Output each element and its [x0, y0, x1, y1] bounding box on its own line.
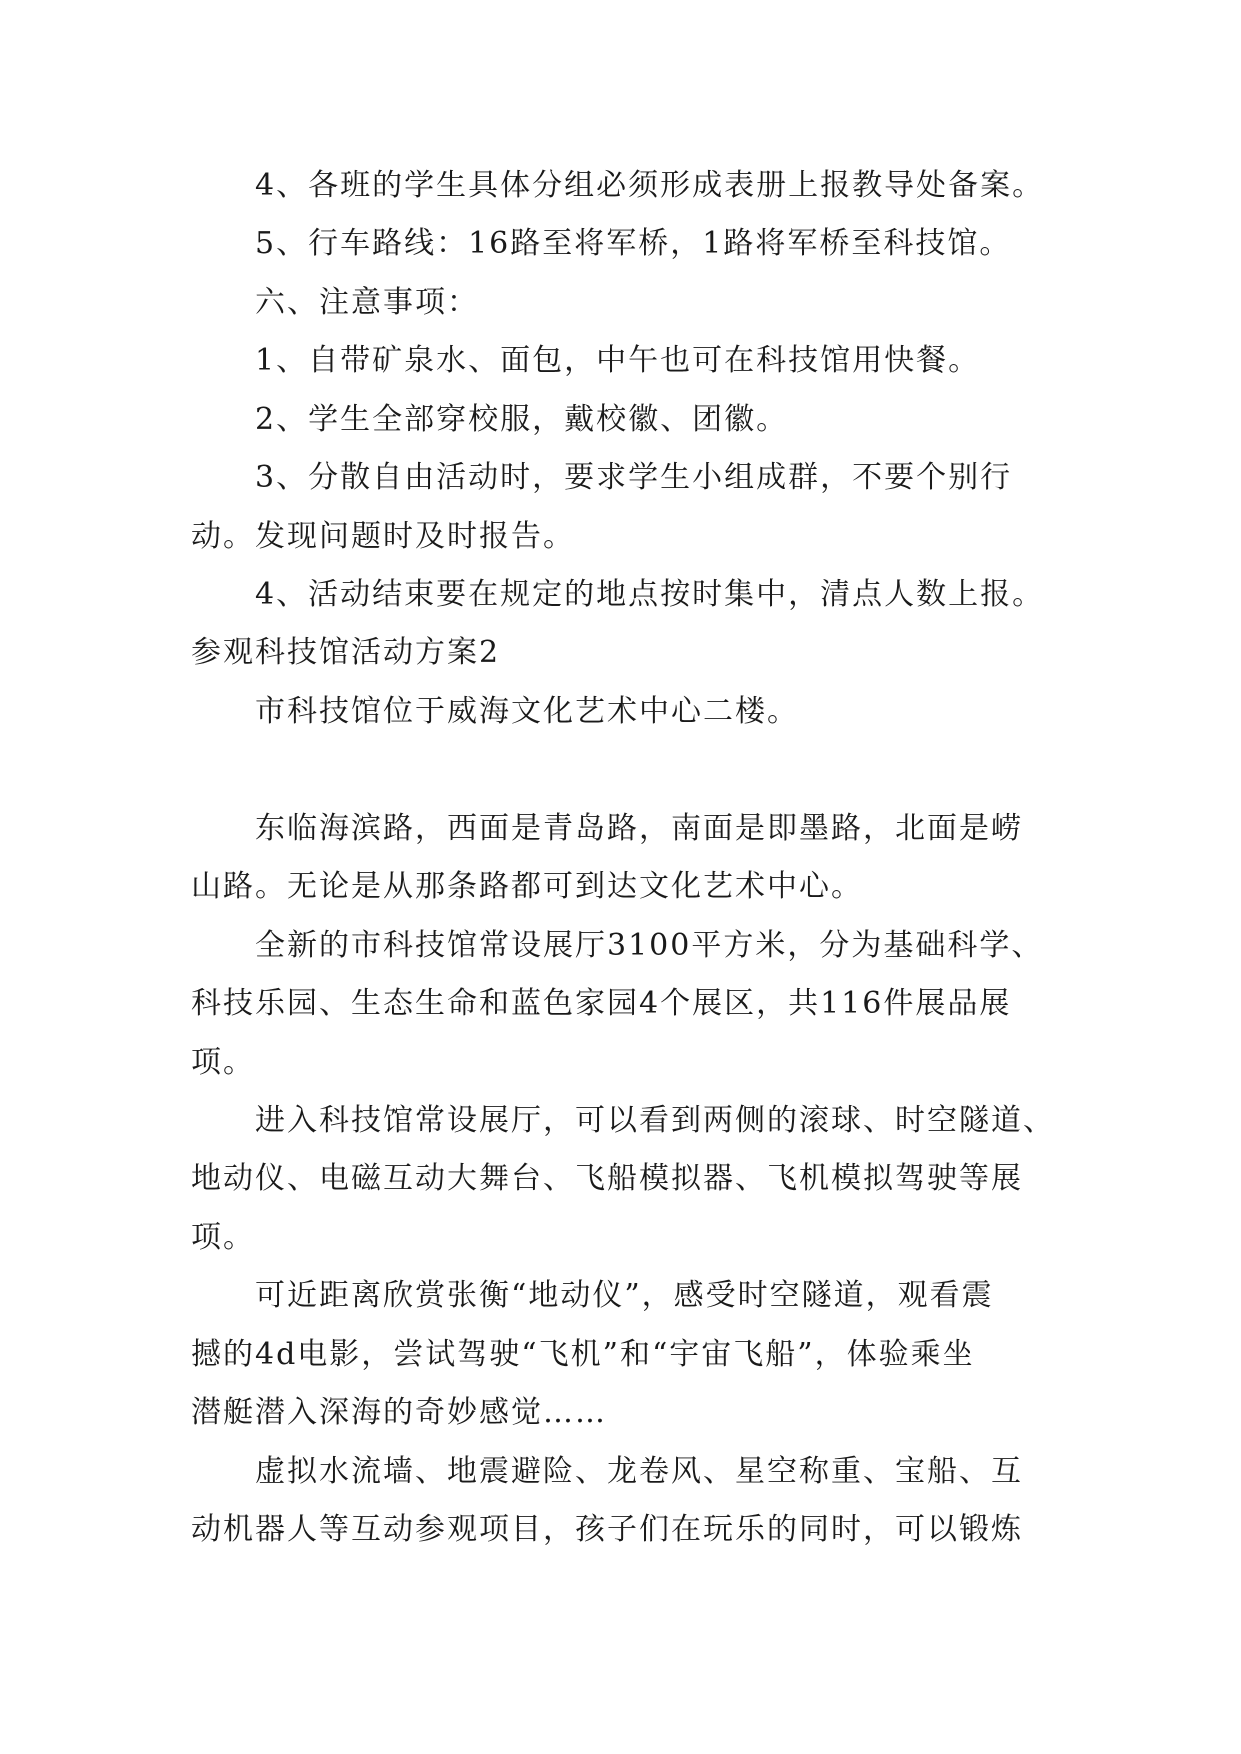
text-line: 5、行车路线：16路至将军桥，1路将军桥至科技馆。 [255, 226, 1012, 261]
text-line: 全新的市科技馆常设展厅3100平方米，分为基础科学、 [255, 928, 1044, 963]
text-line: 动机器人等互动参观项目，孩子们在玩乐的同时，可以锻炼 [191, 1512, 1023, 1547]
text-line: 4、各班的学生具体分组必须形成表册上报教导处备案。 [255, 168, 1045, 203]
text-line: 进入科技馆常设展厅，可以看到两侧的滚球、时空隧道、 [255, 1103, 1055, 1138]
text-line: 地动仪、电磁互动大舞台、飞船模拟器、飞机模拟驾驶等展 [191, 1161, 1023, 1196]
text-line: 动。发现问题时及时报告。 [191, 519, 575, 554]
text-line: 撼的4d电影，尝试驾驶“飞机”和“宇宙飞船”，体验乘坐 [191, 1337, 975, 1372]
text-line: 项。 [191, 1045, 255, 1080]
text-line: 3、分散自由活动时，要求学生小组成群，不要个别行 [255, 460, 1013, 495]
document-title: 参观科技馆活动方案2 [191, 635, 501, 670]
text-line: 山路。无论是从那条路都可到达文化艺术中心。 [191, 869, 863, 904]
text-line: 东临海滨路，西面是青岛路，南面是即墨路，北面是崂 [255, 811, 1023, 846]
text-line: 可近距离欣赏张衡“地动仪”，感受时空隧道，观看震 [255, 1278, 994, 1313]
text-line: 2、学生全部穿校服，戴校徽、团徽。 [255, 402, 789, 437]
text-line: 科技乐园、生态生命和蓝色家园4个展区，共116件展品展 [191, 986, 1012, 1021]
section-heading: 六、注意事项： [255, 285, 479, 320]
text-line: 4、活动结束要在规定的地点按时集中，清点人数上报。 [255, 577, 1045, 612]
text-line: 1、自带矿泉水、面包，中午也可在科技馆用快餐。 [255, 343, 981, 378]
text-line: 虚拟水流墙、地震避险、龙卷风、星空称重、宝船、互 [255, 1454, 1023, 1489]
text-line: 潜艇潜入深海的奇妙感觉…… [191, 1395, 607, 1430]
text-line: 项。 [191, 1220, 255, 1255]
text-line: 市科技馆位于威海文化艺术中心二楼。 [255, 694, 799, 729]
